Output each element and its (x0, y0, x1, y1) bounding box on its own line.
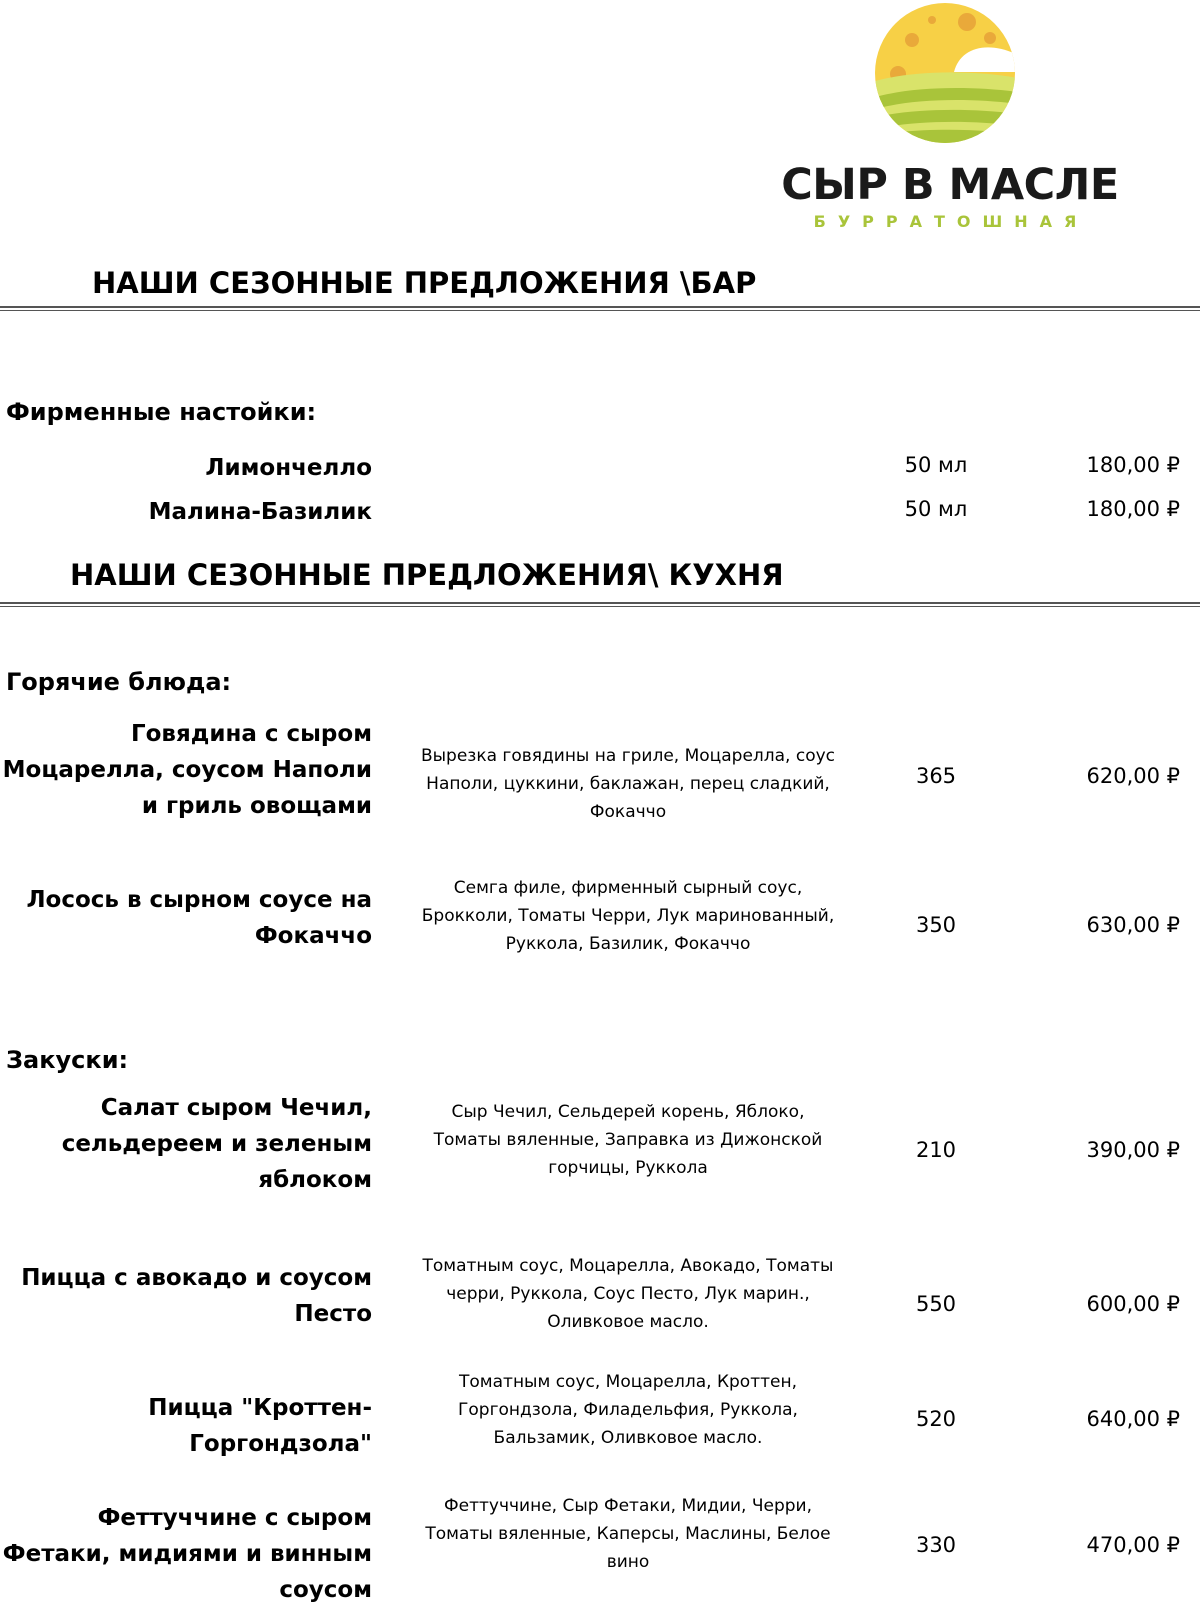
item-volume: 50 мл (904, 453, 968, 477)
item-description: Феттуччине, Сыр Фетаки, Мидии, Черри, Томаты вяленные, Каперсы, Маслины, Белое вино (425, 1496, 831, 1572)
item-name: Говядина с сыром Моцарелла, соусом Наполи и гриль овощами (2, 721, 372, 819)
item-price: 180,00 ₽ (1086, 453, 1180, 477)
item-price: 640,00 ₽ (1086, 1407, 1180, 1431)
item-name: Пицца с авокадо и соусом Песто (21, 1265, 372, 1327)
item-description: Вырезка говядины на гриле, Моцарелла, соус Наполи, цуккини, баклажан, перец сладкий, Фокаччо (420, 746, 836, 822)
item-name: Пицца "Кроттен-Горгондзола" (148, 1395, 372, 1457)
divider (0, 602, 1200, 607)
item-price: 600,00 ₽ (1086, 1292, 1180, 1316)
item-name: Малина-Базилик (148, 499, 372, 525)
logo (760, 0, 1200, 240)
item-price: 470,00 ₽ (1086, 1533, 1180, 1557)
item-weight: 365 (915, 764, 957, 788)
logo-name: СЫР В МАСЛЕ (781, 160, 1119, 210)
item-price: 630,00 ₽ (1086, 913, 1180, 937)
cheese-logo-icon (872, 0, 1018, 146)
item-volume: 50 мл (904, 497, 968, 521)
item-description: Семга филе, фирменный сырный соус, Брокколи, Томаты Черри, Лук маринованный, Руккола, Базилик, Фокаччо (421, 878, 835, 954)
item-weight: 210 (915, 1138, 957, 1162)
item-name: Лимончелло (205, 455, 372, 481)
item-price: 390,00 ₽ (1086, 1138, 1180, 1162)
logo-tagline: БУРРАТОШНАЯ (813, 212, 1089, 231)
snacks-title: Закуски: (6, 1046, 129, 1074)
item-weight: 330 (915, 1533, 957, 1557)
item-weight: 350 (915, 913, 957, 937)
item-name: Лосось в сырном соусе на Фокаччо (26, 887, 372, 949)
item-description: Томатным соус, Моцарелла, Авокадо, Томаты черри, Руккола, Соус Песто, Лук марин., Оливковое масло. (422, 1256, 834, 1332)
item-price: 180,00 ₽ (1086, 497, 1180, 521)
item-weight: 550 (915, 1292, 957, 1316)
item-price: 620,00 ₽ (1086, 764, 1180, 788)
divider (0, 306, 1200, 311)
hot-dishes-title: Горячие блюда: (6, 668, 232, 696)
bar-section-heading: НАШИ СЕЗОННЫЕ ПРЕДЛОЖЕНИЯ \БАР (92, 266, 757, 300)
kitchen-section-heading: НАШИ СЕЗОННЫЕ ПРЕДЛОЖЕНИЯ\ КУХНЯ (70, 558, 784, 592)
item-description: Сыр Чечил, Сельдерей корень, Яблоко, Томаты вяленные, Заправка из Дижонской горчицы, Руккола (433, 1102, 823, 1178)
liqueurs-title: Фирменные настойки: (6, 398, 317, 426)
item-name: Феттуччине с сыром Фетаки, мидиями и винным соусом (2, 1505, 372, 1603)
item-description: Томатным соус, Моцарелла, Кроттен, Горгондзола, Филадельфия, Руккола, Бальзамик, Оливковое масло. (458, 1372, 798, 1448)
item-weight: 520 (915, 1407, 957, 1431)
item-name: Салат сыром Чечил, сельдереем и зеленым яблоком (61, 1095, 372, 1193)
